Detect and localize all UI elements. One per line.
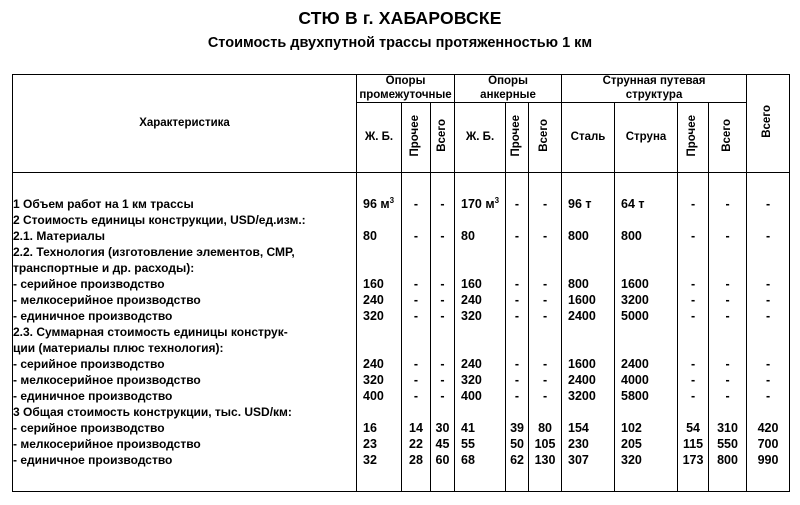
header-stal: Сталь	[562, 103, 615, 173]
data-line: 320	[461, 308, 482, 323]
data-line: 3200	[568, 389, 596, 404]
superscript-exponent: 3	[494, 195, 500, 205]
description-line: - единичное производство	[13, 389, 173, 404]
data-line	[363, 260, 401, 276]
data-line: 990	[757, 453, 779, 468]
header-prochee-1-label: Прочее	[409, 114, 422, 157]
data-line	[621, 340, 677, 356]
header-vsego-1	[431, 103, 455, 173]
description-line: - мелкосерийное производство	[13, 373, 201, 388]
data-line: 310	[717, 421, 738, 436]
data-line	[529, 340, 561, 356]
header-prochee-1	[402, 103, 431, 173]
data-line: 39	[510, 421, 524, 436]
header-group-opory-promezhutochnye	[357, 75, 455, 103]
data-cell-vsego-3	[709, 173, 747, 492]
cost-table	[12, 74, 790, 492]
data-line: -	[514, 308, 520, 323]
data-line: 96 т	[568, 196, 592, 211]
data-line: 14	[409, 421, 423, 436]
data-line: -	[765, 373, 771, 388]
data-line: 80	[363, 228, 377, 243]
data-line	[709, 324, 746, 340]
data-line	[747, 404, 789, 420]
data-line: -	[542, 357, 548, 372]
data-line: -	[765, 308, 771, 323]
data-line: -	[690, 357, 696, 372]
data-line: 2400	[568, 373, 596, 388]
data-line: -	[413, 276, 419, 291]
data-line: -	[440, 357, 445, 372]
data-line: 230	[568, 437, 589, 452]
data-line	[402, 244, 430, 260]
header-group-row	[13, 75, 790, 103]
page-title: СТЮ В г. ХАБАРОВСКЕ	[298, 8, 502, 28]
data-line	[363, 324, 401, 340]
description-line: транспортные и др. расходы):	[13, 260, 195, 275]
data-line: -	[514, 292, 520, 307]
data-line: -	[725, 373, 730, 388]
data-line	[431, 260, 454, 276]
data-line	[568, 340, 614, 356]
description-line: - мелкосерийное производство	[13, 292, 201, 307]
data-line: -	[690, 308, 696, 323]
data-line: 4000	[621, 373, 649, 388]
data-line: -	[542, 228, 548, 243]
description-line: 2.2. Технология (изготовление элементов, СМР,	[13, 244, 295, 259]
header-group-strunnaya-line1: Струнная путевая	[602, 75, 706, 87]
data-line	[506, 404, 528, 420]
data-line: 22	[409, 437, 423, 452]
data-line: 55	[461, 437, 475, 452]
data-line	[529, 212, 561, 228]
data-line: -	[542, 389, 548, 404]
data-line: -	[413, 308, 419, 323]
description-cell	[13, 173, 357, 492]
header-vsego-1-label: Всего	[435, 118, 448, 152]
data-line: -	[440, 308, 445, 323]
data-line: 307	[568, 453, 589, 468]
data-line	[709, 260, 746, 276]
data-line: 800	[621, 228, 642, 243]
data-line	[402, 340, 430, 356]
data-line: -	[690, 276, 696, 291]
data-line	[363, 340, 401, 356]
header-zhb-2: Ж. Б.	[455, 103, 506, 173]
data-line	[678, 212, 708, 228]
data-line: -	[413, 228, 419, 243]
data-line	[529, 244, 561, 260]
data-line: -	[440, 292, 445, 307]
data-line: 1600	[621, 276, 649, 291]
data-line	[747, 244, 789, 260]
data-line: 320	[363, 308, 384, 323]
data-line	[621, 212, 677, 228]
description-line: - мелкосерийное производство	[13, 437, 201, 452]
description-line: ции (материалы плюс технология):	[13, 341, 224, 356]
data-line	[363, 404, 401, 420]
data-line: 420	[757, 421, 779, 436]
superscript-exponent: 3	[389, 195, 395, 205]
data-line: -	[542, 196, 548, 211]
data-line: 2400	[568, 308, 596, 323]
data-cell-prochee-1	[402, 173, 431, 492]
data-line: -	[542, 373, 548, 388]
data-line: 205	[621, 437, 642, 452]
data-line: -	[514, 228, 520, 243]
title-block	[0, 8, 800, 53]
data-line: 28	[409, 453, 423, 468]
data-line	[709, 404, 746, 420]
description-line: 1 Объем работ на 1 км трассы	[13, 196, 194, 211]
header-vsego-3-label: Всего	[720, 118, 733, 152]
data-line	[709, 340, 746, 356]
data-line: -	[690, 389, 696, 404]
data-line	[568, 324, 614, 340]
data-line	[621, 260, 677, 276]
header-group-opory-ankernye-line1: Опоры	[488, 75, 528, 87]
data-line: -	[765, 276, 771, 291]
data-line: -	[725, 357, 730, 372]
data-line	[506, 244, 528, 260]
data-line	[678, 340, 708, 356]
data-line: 80	[461, 228, 475, 243]
data-line: 550	[717, 437, 738, 452]
data-line: -	[542, 308, 548, 323]
data-line: -	[413, 373, 419, 388]
data-line	[506, 324, 528, 340]
data-line	[621, 404, 677, 420]
data-line: -	[514, 196, 520, 211]
data-line: 170 $м^3$	[461, 195, 500, 211]
data-line	[461, 244, 505, 260]
data-cell-prochee-2	[506, 173, 529, 492]
data-line	[402, 212, 430, 228]
table-body	[13, 173, 790, 492]
description-line: - серийное производство	[13, 421, 165, 436]
data-line: 16	[363, 421, 377, 436]
header-zhb-1: Ж. Б.	[357, 103, 402, 173]
data-line	[461, 340, 505, 356]
data-line: -	[725, 308, 730, 323]
data-line	[431, 244, 454, 260]
data-line: 54	[686, 421, 700, 436]
data-line: 64 т	[621, 196, 645, 211]
data-line: -	[514, 389, 520, 404]
data-line	[568, 244, 614, 260]
data-line: -	[440, 276, 445, 291]
data-line	[678, 244, 708, 260]
data-line: -	[413, 389, 419, 404]
data-line	[568, 260, 614, 276]
data-line: 80	[538, 421, 552, 436]
data-line: 30	[435, 421, 450, 436]
description-lines	[13, 196, 356, 469]
table-row	[13, 173, 790, 492]
data-line: 320	[363, 373, 384, 388]
header-prochee-2	[506, 103, 529, 173]
data-line: 1600	[568, 357, 596, 372]
data-line: 50	[510, 437, 524, 452]
header-characteristic: Характеристика	[13, 75, 357, 173]
data-line	[678, 404, 708, 420]
description-line: 2.1. Материалы	[13, 228, 105, 243]
description-line: - серийное производство	[13, 357, 165, 372]
header-prochee-3-label: Прочее	[686, 114, 699, 157]
description-line: 2 Стоимость единицы конструкции, USD/ед.изм.:	[13, 212, 306, 227]
data-line: 5000	[621, 308, 649, 323]
data-line: 320	[621, 453, 642, 468]
data-line	[678, 324, 708, 340]
data-line	[747, 324, 789, 340]
data-line: -	[725, 196, 730, 211]
data-line: -	[514, 357, 520, 372]
data-line	[461, 260, 505, 276]
data-line: -	[514, 373, 520, 388]
data-line	[568, 404, 614, 420]
data-cell-vsego-grand	[747, 173, 790, 492]
data-line: -	[765, 228, 771, 243]
data-line	[709, 212, 746, 228]
description-line: - единичное производство	[13, 308, 173, 323]
data-line: 240	[461, 292, 482, 307]
data-line	[747, 212, 789, 228]
data-line: 800	[717, 453, 738, 468]
data-line: -	[725, 228, 730, 243]
header-struna: Струна	[615, 103, 678, 173]
data-line: 400	[461, 389, 482, 404]
data-line: -	[440, 196, 445, 211]
data-line: -	[765, 357, 771, 372]
page-subtitle: Стоимость двухпутной трассы протяженностью 1 км	[207, 34, 593, 51]
data-line	[461, 212, 505, 228]
data-line: 130	[534, 453, 556, 468]
data-line: 400	[363, 389, 384, 404]
data-line: -	[765, 389, 771, 404]
data-line: -	[514, 276, 520, 291]
header-vsego-3	[709, 103, 747, 173]
data-line	[529, 260, 561, 276]
data-line	[402, 404, 430, 420]
data-line: 320	[461, 373, 482, 388]
table-head	[13, 75, 790, 173]
data-line: 102	[621, 421, 642, 436]
header-group-opory-ankernye-line2: анкерные	[480, 88, 536, 101]
description-line: 2.3. Суммарная стоимость единицы конструк-	[13, 325, 288, 340]
header-group-opory-promezhutochnye-line1: Опоры	[385, 75, 426, 87]
data-line: -	[725, 389, 730, 404]
data-line: -	[765, 292, 771, 307]
data-line: 23	[363, 437, 377, 452]
data-line: -	[440, 373, 445, 388]
header-group-strunnaya-putevaya-struktura	[562, 75, 747, 103]
data-line: 41	[461, 421, 475, 436]
data-line: 105	[534, 437, 556, 452]
data-line	[568, 212, 614, 228]
data-line: 240	[363, 292, 384, 307]
data-line: 700	[757, 437, 779, 452]
data-line	[363, 212, 401, 228]
header-prochee-2-label: Прочее	[510, 114, 523, 157]
data-line: -	[725, 276, 730, 291]
data-line	[506, 260, 528, 276]
description-line: - единичное производство	[13, 453, 173, 468]
description-line: 3 Общая стоимость конструкции, тыс. USD/км:	[13, 405, 292, 420]
data-line	[709, 244, 746, 260]
data-line	[506, 340, 528, 356]
data-line	[431, 340, 454, 356]
data-line: 1600	[568, 292, 596, 307]
data-line: 62	[510, 453, 524, 468]
data-line	[529, 324, 561, 340]
data-line	[529, 404, 561, 420]
data-line	[402, 324, 430, 340]
data-line: 240	[363, 357, 384, 372]
header-vsego-grand-label: Всего	[761, 104, 774, 138]
data-line	[621, 324, 677, 340]
data-line: -	[725, 292, 730, 307]
data-line	[747, 340, 789, 356]
data-line	[363, 244, 401, 260]
data-line: 96 $м^3$	[363, 195, 395, 211]
data-line: -	[440, 228, 445, 243]
data-line: -	[765, 196, 771, 211]
data-line: 173	[682, 453, 704, 468]
header-vsego-2-label: Всего	[538, 118, 551, 152]
data-line: 60	[435, 453, 450, 468]
header-group-strunnaya-line2: структура	[625, 88, 683, 101]
data-line	[506, 212, 528, 228]
data-line: 800	[568, 276, 589, 291]
data-line: -	[542, 292, 548, 307]
header-vsego-2	[529, 103, 562, 173]
data-cell-vsego-2	[529, 173, 562, 492]
data-line: 154	[568, 421, 589, 436]
data-line: 240	[461, 357, 482, 372]
data-line: -	[440, 389, 445, 404]
data-line	[461, 324, 505, 340]
data-line: 2400	[621, 357, 649, 372]
data-line: 3200	[621, 292, 649, 307]
data-line: -	[690, 292, 696, 307]
data-line: 5800	[621, 389, 649, 404]
header-group-opory-ankernye	[455, 75, 562, 103]
data-line: -	[690, 373, 696, 388]
data-line	[402, 260, 430, 276]
data-line	[431, 324, 454, 340]
data-cell-prochee-3	[678, 173, 709, 492]
data-cell-vsego-1	[431, 173, 455, 492]
data-line: -	[413, 196, 419, 211]
data-line: 32	[363, 453, 377, 468]
data-line: 800	[568, 228, 589, 243]
data-line	[747, 260, 789, 276]
data-line: 160	[363, 276, 384, 291]
data-line: 68	[461, 453, 475, 468]
description-line: - серийное производство	[13, 276, 165, 291]
data-cell-zhb-2	[455, 173, 506, 492]
data-line: 160	[461, 276, 482, 291]
data-cell-stal	[562, 173, 615, 492]
data-line	[621, 244, 677, 260]
data-line: -	[690, 228, 696, 243]
header-vsego-grand	[747, 75, 790, 173]
data-line	[678, 260, 708, 276]
data-line	[431, 404, 454, 420]
data-line	[431, 212, 454, 228]
header-group-opory-promezhutochnye-line2: промежуточные	[359, 88, 452, 101]
data-cell-zhb-1	[357, 173, 402, 492]
data-line: 115	[682, 437, 704, 452]
data-line: -	[690, 196, 696, 211]
header-prochee-3	[678, 103, 709, 173]
cost-table-container	[12, 74, 789, 492]
data-line: -	[542, 276, 548, 291]
data-cell-struna	[615, 173, 678, 492]
data-line	[461, 404, 505, 420]
data-line: -	[413, 357, 419, 372]
data-line: 45	[435, 437, 450, 452]
data-line: -	[413, 292, 419, 307]
